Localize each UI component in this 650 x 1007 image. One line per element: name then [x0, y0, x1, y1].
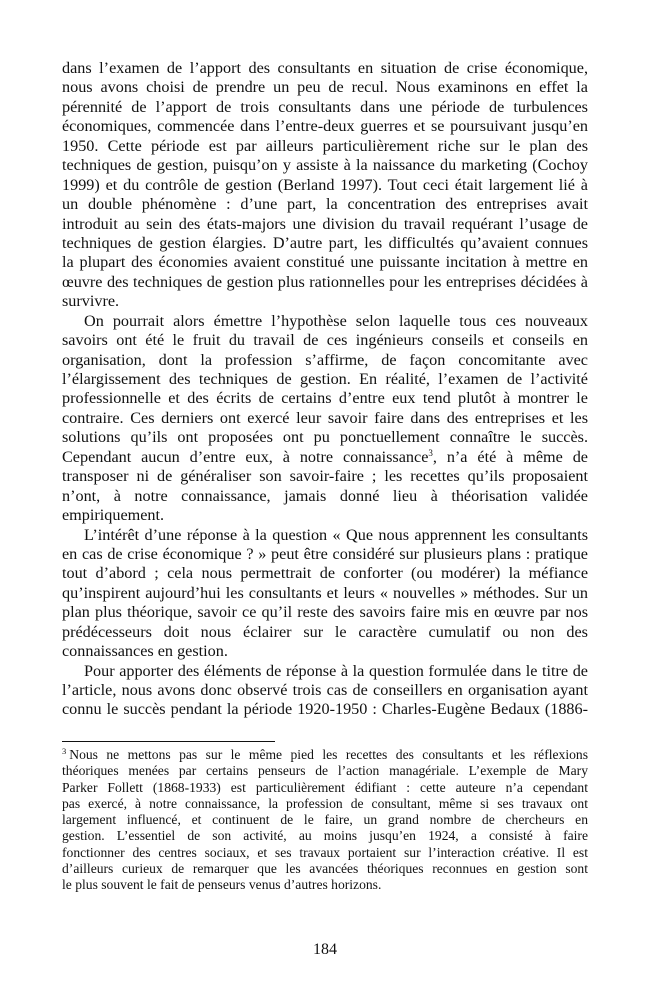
text-line: plan plus théorique, savoir ce qu’il reste des savoirs faire mis en œuvre par nos	[62, 603, 588, 622]
text-line: 1950. Cette période est par ailleurs particulièrement riche sur le plan des	[62, 136, 588, 155]
text-line: l’élargissement des techniques de gestion. En réalité, l’examen de l’activité	[62, 370, 588, 388]
footnote-line: d’ailleurs curieux de remarquer que les avancées théoriques reconnues en gestion sont	[62, 861, 588, 877]
text-line: transposer ni de généraliser son savoir-faire ; les recettes qu’ils proposaient	[62, 467, 588, 486]
text-line: un double phénomène : d’une part, la concentration des entreprises avait	[62, 195, 588, 214]
text-line: tout d’abord ; cela nous permettrait de conforter (ou modérer) la méfiance	[62, 564, 588, 583]
text-line: œuvre des techniques de gestion plus rationnelles pour les entreprises décidées à	[62, 272, 588, 291]
text-line: solutions qu’ils ont proposées ont pu ponctuellement connaître le succès.	[62, 428, 588, 447]
text-line: l’article, nous avons donc observé trois cas de conseillers en organisation ayant	[62, 681, 588, 699]
text-line: Pour apporter des éléments de réponse à la question formulée dans le titre de	[84, 661, 588, 680]
text-line-with-footnote-ref	[62, 448, 588, 467]
text-line: professionnelle et des écrits de certains d’entre eux tend plutôt à montrer le	[62, 389, 588, 408]
text-segment: Nous ne mettons pas sur le même pied les recettes des consultants et les réflexions	[69, 747, 588, 762]
text-line: L’intérêt d’une réponse à la question « Que nous apprennent les consultants	[84, 525, 588, 544]
footnote-separator	[62, 741, 275, 742]
text-line: connu le succès pendant la période 1920-1950 : Charles-Eugène Bedaux (1886-	[62, 700, 588, 719]
text-line: n’ont, à notre connaissance, jamais donné lieu à théorisation validée	[62, 486, 588, 505]
text-segment: , n’a été à même de	[432, 447, 588, 466]
text-line: organisation, dont la profession s’affirme, de façon concomitante avec	[62, 350, 588, 369]
footnote-line	[62, 747, 588, 763]
text-line: prédécesseurs doit nous éclairer sur le caractère cumulatif ou non des	[62, 622, 588, 641]
paragraph-4	[62, 662, 588, 720]
footnote-line: théoriques menées par certains penseurs de l’action managériale. L’exemple de Mary	[62, 763, 588, 779]
footnote-line: gestion. L’essentiel de son activité, au moins jusqu’en 1924, a consisté à faire	[62, 828, 588, 844]
text-line: survivre.	[62, 292, 120, 311]
footnote-line: le plus souvent le fait de penseurs venus d’autres horizons.	[62, 877, 382, 893]
footnote-line: largement influencé, et continuent de le faire, un grand nombre de chercheurs en	[62, 812, 588, 828]
footnote-line: pas exercé, à notre connaissance, la profession de consultant, même si ses travaux ont	[62, 795, 588, 811]
footnote-reference[interactable]: 3	[428, 447, 433, 458]
text-line: On pourrait alors émettre l’hypothèse selon laquelle tous ces nouveaux	[84, 311, 588, 330]
text-line: techniques de gestion élargies. D’autre part, les difficultés qu’avaient connues	[62, 233, 588, 252]
footnote-number: 3	[62, 746, 67, 756]
footnote-line: Parker Follett (1868-1933) est particulièrement édifiant : cette auteure n’a cependant	[62, 779, 588, 795]
footnote-3	[62, 747, 588, 894]
text-line: qu’inspirent aujourd’hui les consultants et leurs « nouvelles » méthodes. Sur un	[62, 583, 588, 602]
text-line: contraire. Ces derniers ont exercé leur savoir faire dans des entreprises et les	[62, 408, 588, 427]
text-segment: Cependant aucun d’entre eux, à notre connaissance	[62, 447, 429, 466]
footnote-line: fonctionner des centres sociaux, et ses travaux portaient sur l’interaction créative. Il est	[62, 844, 588, 860]
text-line: 1999) et du contrôle de gestion (Berland 1997). Tout ceci était largement lié à	[62, 175, 588, 194]
text-line: savoirs ont été le fruit du travail de ces ingénieurs conseils et conseils en	[62, 331, 588, 350]
text-line: nous avons choisi de prendre un peu de recul. Nous examinons en effet la	[62, 78, 588, 97]
paragraph-1	[62, 59, 588, 312]
paragraph-2	[62, 312, 588, 526]
paragraph-3	[62, 526, 588, 662]
text-line: économiques, commencée dans l’entre-deux guerres et se poursuivant jusqu’en	[62, 117, 588, 136]
text-line: connaissances en gestion.	[62, 642, 228, 661]
text-line: dans l’examen de l’apport des consultants en situation de crise économique,	[62, 59, 588, 77]
text-line: en cas de crise économique ? » peut être considéré sur plusieurs plans : pratique	[62, 544, 588, 563]
text-line: techniques de gestion, puisqu’on y assiste à la naissance du marketing (Cochoy	[62, 156, 588, 175]
text-line: pérennité de l’apport de trois consultants dans une période de turbulences	[62, 97, 588, 116]
text-line: la plupart des économies avaient constitué une puissante incitation à mettre en	[62, 253, 588, 272]
text-line: introduit au sein des états-majors une division du travail requérant l’usage de	[62, 214, 588, 233]
page-number: 184	[313, 941, 337, 958]
body-text	[62, 59, 588, 720]
text-line: empiriquement.	[62, 506, 165, 525]
